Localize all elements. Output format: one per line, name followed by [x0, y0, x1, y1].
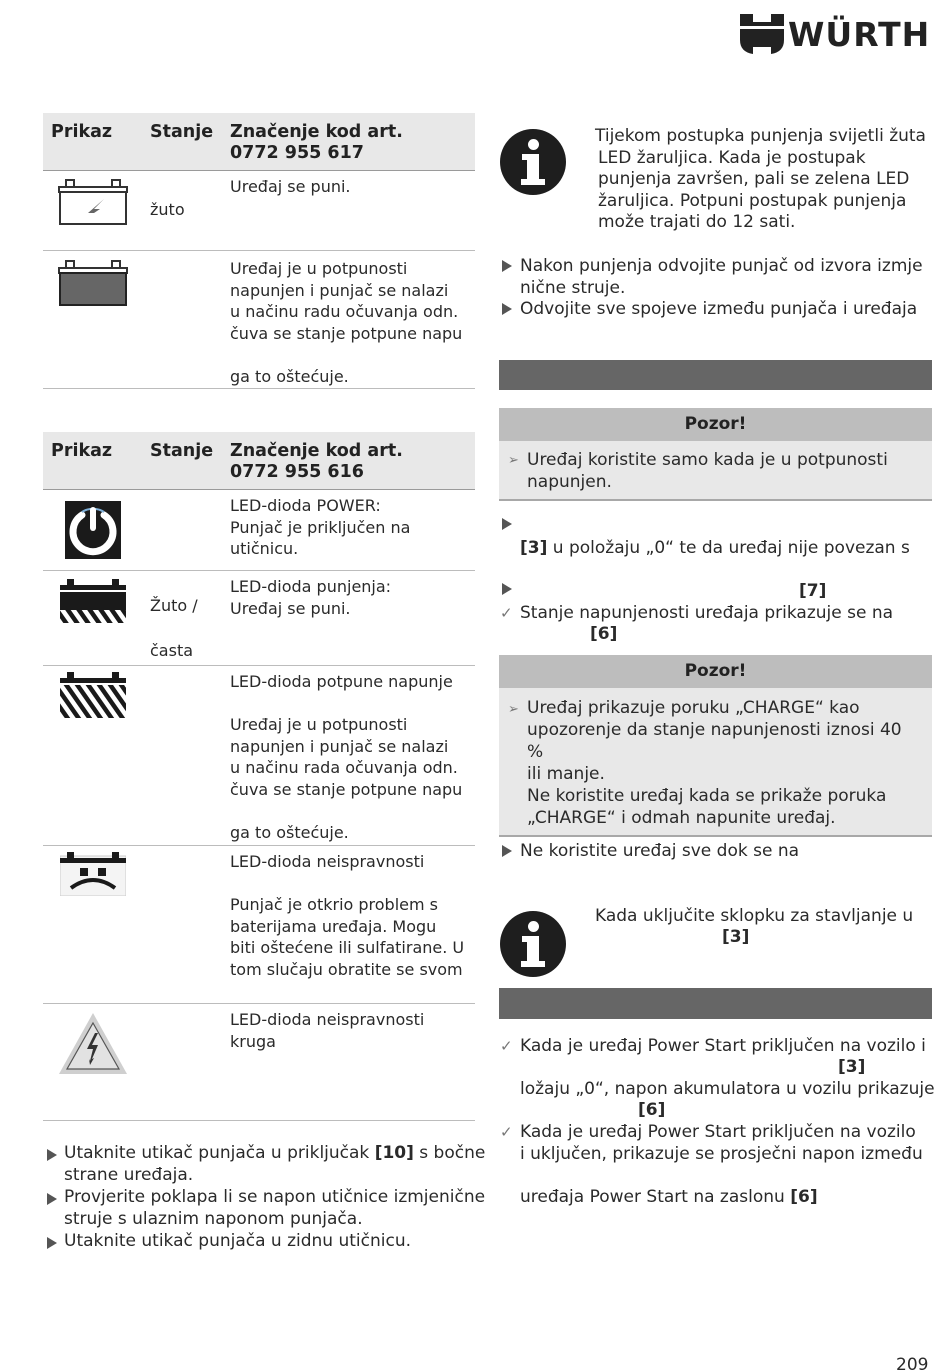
info-icon	[500, 911, 566, 977]
ref-number: [10]	[374, 1143, 414, 1163]
header-prikaz: Prikaz	[51, 122, 113, 142]
step-arrow-icon	[502, 583, 512, 595]
warning-box	[499, 655, 932, 837]
header-meaning-line1: Značenje kod art.	[230, 122, 403, 142]
brand-name: WÜRTH	[788, 15, 931, 54]
state-label: Žuto /	[150, 596, 198, 615]
result-text: Kada je uređaj Power Start priključen na vozilo	[520, 1122, 916, 1142]
table-row	[43, 846, 475, 1004]
result-text-cont	[520, 1187, 818, 1209]
warning-line: „CHARGE“ i odmah napunite uređaj.	[527, 808, 836, 828]
step-text: Utaknite utikač punjača u zidnu utičnicu.	[64, 1231, 412, 1251]
step-text-cont: struje s ulaznim naponom punjača.	[64, 1209, 363, 1229]
step-text-body: u položaju „0“ te da uređaj nije povezan s	[547, 538, 910, 558]
info-line: može trajati do 12 sati.	[598, 212, 796, 232]
row-description: Uređaj se puni.	[230, 177, 351, 196]
result-text-cont: i uključen, prikazuje se prosječni napon između	[520, 1144, 923, 1164]
step-arrow-icon	[502, 518, 512, 530]
step-text: Ne koristite uređaj sve dok se na	[520, 841, 800, 861]
wurth-logo	[740, 14, 935, 56]
warning-line: upozorenje da stanje napunjenosti iznosi 40 %	[527, 720, 902, 762]
battery-striped-partial-icon	[60, 579, 126, 623]
warning-line: Uređaj prikazuje poruku „CHARGE“ kao	[527, 698, 860, 718]
warning-box	[499, 408, 932, 501]
step-text-post: s bočne	[413, 1143, 486, 1163]
info-line: Tijekom postupka punjenja svijetli žuta	[595, 126, 926, 146]
step-text: Provjerite poklapa li se napon utičnice izmjenične	[64, 1187, 486, 1207]
info-line: Kada uključite sklopku za stavljanje u	[595, 906, 914, 926]
table-row	[43, 251, 475, 389]
table-header	[43, 432, 475, 490]
wurth-emblem-icon	[740, 14, 784, 56]
battery-striped-full-icon	[60, 672, 126, 718]
result-text: Stanje napunjenosti uređaja prikazuje se na	[520, 603, 894, 623]
ref-number: [6]	[590, 624, 618, 644]
info-line: LED žaruljica. Kada je postupak	[598, 148, 866, 168]
warning-line: ili manje.	[527, 764, 605, 784]
row-description: LED-dioda neispravnosti kruga	[230, 1010, 425, 1051]
row-description: LED-dioda POWER: Punjač je priključen na utičnicu.	[230, 496, 411, 558]
result-text-body: uređaja Power Start na zaslonu	[520, 1187, 791, 1207]
section-heading-bar	[499, 360, 932, 390]
check-icon: ✓	[500, 604, 513, 622]
step-text: Nakon punjenja odvojite punjač od izvora izmje	[520, 256, 923, 276]
arrow-icon: ➢	[508, 453, 519, 468]
step-text-pre: Utaknite utikač punjača u priključak	[64, 1143, 375, 1163]
battery-charging-icon	[58, 179, 128, 225]
ref-number: [6]	[638, 1100, 666, 1120]
table-header	[43, 113, 475, 171]
warning-body	[499, 441, 932, 499]
warning-line: Ne koristite uređaj kada se prikaže poruka	[527, 786, 887, 806]
warning-body	[499, 688, 932, 835]
arrow-icon: ➢	[508, 702, 519, 717]
step-text	[64, 1143, 485, 1165]
section-heading-bar	[499, 988, 932, 1019]
battery-sad-face-icon	[60, 852, 126, 896]
table-row	[43, 666, 475, 846]
step-arrow-icon	[502, 845, 512, 857]
led-table-617	[43, 113, 475, 389]
step-arrow-icon	[47, 1237, 57, 1249]
row-description: LED-dioda neispravnosti Punjač je otkrio problem s baterijama uređaja. Mogu biti oštećene ili sulfatirane. U tom slučaju obratite se svom	[230, 852, 465, 979]
led-table-616	[43, 432, 475, 1121]
battery-full-icon	[58, 260, 128, 306]
row-description: LED-dioda punjenja: Uređaj se puni.	[230, 577, 392, 618]
info-line: žaruljica. Potpuni postupak punjenja	[598, 191, 907, 211]
row-description: Uređaj je u potpunosti napunjen i punjač se nalazi u načinu radu očuvanja odn. čuva se stanje potpune napu ga to oštećuje.	[230, 259, 463, 386]
table-row	[43, 490, 475, 571]
header-article-number: 0772 955 616	[230, 462, 364, 482]
warning-line: Uređaj koristite samo kada je u potpunosti	[527, 450, 888, 470]
step-text-cont: nične struje.	[520, 278, 626, 298]
step-text	[520, 538, 910, 560]
ref-number: [3]	[520, 538, 548, 558]
info-icon	[500, 129, 566, 195]
page-number: 209	[896, 1355, 929, 1370]
result-text-cont: ložaju „0“, napon akumulatora u vozilu prikazuje	[520, 1079, 935, 1099]
step-arrow-icon	[47, 1193, 57, 1205]
power-icon	[65, 501, 121, 559]
check-icon: ✓	[500, 1123, 513, 1141]
warning-title: Pozor!	[499, 408, 932, 441]
table-row	[43, 171, 475, 251]
header-meaning	[230, 122, 403, 164]
table-row	[43, 1004, 475, 1121]
step-arrow-icon	[502, 260, 512, 272]
step-arrow-icon	[47, 1149, 57, 1161]
ref-number: [3]	[838, 1057, 866, 1077]
step-text: Odvojite sve spojeve između punjača i uređaja	[520, 299, 918, 319]
result-text: Kada je uređaj Power Start priključen na vozilo i	[520, 1036, 926, 1056]
check-icon: ✓	[500, 1037, 513, 1055]
header-prikaz: Prikaz	[51, 441, 113, 461]
header-stanje: Stanje	[150, 122, 214, 142]
header-meaning-line1: Značenje kod art.	[230, 441, 403, 461]
step-text-cont: strane uređaja.	[64, 1165, 194, 1185]
state-label-2: časta	[150, 641, 194, 660]
state-label: žuto	[150, 200, 185, 219]
warning-line: napunjen.	[527, 472, 612, 492]
header-meaning	[230, 441, 403, 483]
info-line: punjenja završen, pali se zelena LED	[598, 169, 910, 189]
row-description: LED-dioda potpune napunje Uređaj je u potpunosti napunjen i punjač se nalazi u načinu rada očuvanja odn. čuva se stanje potpune napu ga to oštećuje.	[230, 672, 463, 842]
high-voltage-warning-icon	[58, 1011, 128, 1075]
header-article-number: 0772 955 617	[230, 143, 364, 163]
ref-number: [7]	[799, 581, 827, 601]
header-stanje: Stanje	[150, 441, 214, 461]
ref-number: [6]	[790, 1187, 818, 1207]
warning-title: Pozor!	[499, 655, 932, 688]
ref-number: [3]	[722, 927, 750, 947]
step-arrow-icon	[502, 303, 512, 315]
table-row	[43, 571, 475, 666]
